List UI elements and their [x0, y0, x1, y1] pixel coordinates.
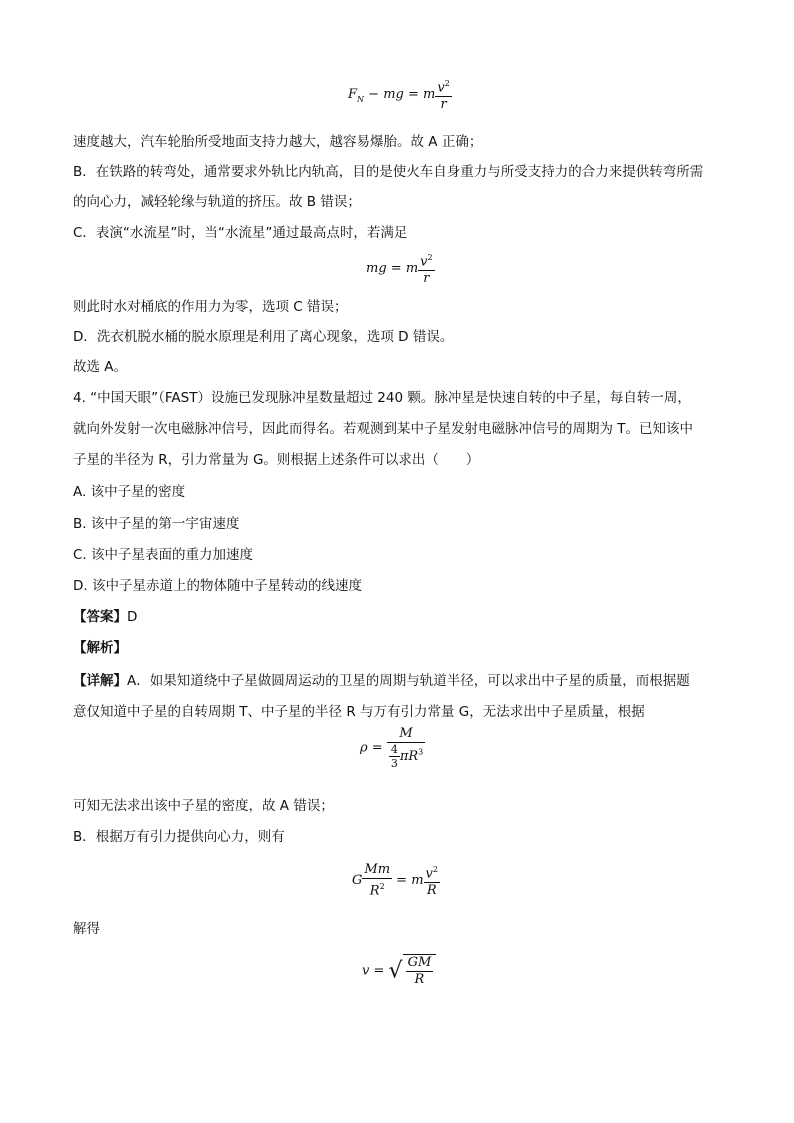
question-4-line: 4. “中国天眼”（FAST）设施已发现脉冲星数量超过 240 颗。脉冲星是快速自转的中子星，每自转一周，	[73, 390, 691, 406]
formula-var: mg	[366, 261, 387, 277]
paragraph: 故选 A。	[73, 359, 128, 375]
formula-fraction	[362, 862, 392, 899]
option-a: A. 该中子星的密度	[73, 484, 186, 500]
formula-var: R	[369, 883, 380, 899]
option-c: C. 该中子星表面的重力加速度	[73, 547, 254, 563]
formula-superscript: 2	[427, 253, 433, 262]
answer-line	[73, 608, 137, 626]
option-b: B. 该中子星的第一宇宙速度	[73, 516, 240, 532]
fraction-numerator: v	[420, 254, 428, 270]
paragraph: 速度越大，汽车轮胎所受地面支持力越大，越容易爆胎。故 A 正确；	[73, 134, 483, 150]
inner-denominator: 3	[390, 757, 398, 770]
formula-superscript: 3	[418, 747, 424, 757]
formula-fraction	[418, 250, 434, 287]
fraction-denominator	[387, 742, 425, 770]
formula-operator: = m	[386, 261, 419, 277]
formula-velocity	[362, 954, 436, 988]
inner-numerator: 4	[390, 743, 398, 756]
detail-line	[73, 672, 690, 690]
formula-superscript: 2	[379, 882, 385, 891]
formula-centripetal-force	[348, 76, 452, 113]
answer-value: D	[127, 609, 138, 625]
answer-tag: 【答案】	[73, 609, 127, 625]
formula-fraction	[387, 726, 425, 770]
fraction-numerator: GM	[407, 955, 432, 970]
paragraph: B．在铁路的转弯处，通常要求外轨比内轨高，目的是使火车自身重力与所受支持力的合力来提供转弯所需	[73, 164, 704, 180]
fraction-denominator: R	[424, 882, 440, 899]
detail-tag: 【详解】	[73, 673, 127, 689]
formula-water-star	[366, 250, 435, 287]
formula-fraction	[406, 955, 434, 988]
fraction-denominator: R	[406, 971, 434, 988]
formula-sqrt	[389, 954, 437, 988]
analysis-tag	[73, 639, 127, 657]
formula-var: ρ	[360, 740, 368, 756]
formula-var: F	[348, 87, 358, 103]
paragraph: D．洗衣机脱水桶的脱水原理是利用了离心现象，选项 D 错误。	[73, 329, 454, 345]
option-d: D. 该中子星赤道上的物体随中子星转动的线速度	[73, 578, 362, 594]
formula-superscript: 2	[432, 865, 438, 874]
detail-line: 意仅知道中子星的自转周期 T、中子星的半径 R 与万有引力常量 G，无法求出中子星质量，根据	[73, 704, 645, 720]
formula-density	[360, 726, 425, 770]
fraction-numerator: v	[425, 866, 433, 882]
formula-operator: = m	[392, 873, 424, 889]
formula-operator: = m	[403, 87, 436, 103]
formula-fraction	[424, 862, 440, 899]
paragraph: C．表演“水流星”时，当“水流星”通过最高点时，若满足	[73, 225, 408, 241]
detail-text: A．如果知道绕中子星做圆周运动的卫星的周期与轨道半径，可以求出中子星的质量，而根据题	[127, 673, 690, 689]
fraction-denominator: r	[418, 270, 434, 287]
fraction-denominator: r	[435, 96, 451, 113]
paragraph: 则此时水对桶底的作用力为零，选项 C 错误；	[73, 299, 348, 315]
formula-fraction	[435, 76, 451, 113]
formula-gravitation	[352, 862, 440, 899]
formula-operator: =	[367, 740, 387, 756]
fraction-numerator: M	[399, 726, 413, 741]
formula-operator: =	[369, 963, 389, 979]
question-4-line: 子星的半径为 R，引力常量为 G。则根据上述条件可以求出（ ）	[73, 452, 480, 468]
formula-var: G	[352, 873, 363, 889]
formula-superscript: 2	[444, 79, 450, 88]
detail-line: 可知无法求出该中子星的密度，故 A 错误；	[73, 798, 334, 814]
formula-operator: −	[364, 87, 384, 103]
formula-subscript: N	[357, 94, 365, 104]
question-4-line: 就向外发射一次电磁脉冲信号，因此而得名。若观测到某中子星发射电磁脉冲信号的周期为 T。已知该中	[73, 421, 694, 437]
formula-inner-fraction	[389, 743, 400, 770]
paragraph: 的向心力，减轻轮缘与轨道的挤压。故 B 错误；	[73, 194, 361, 210]
formula-var: πR	[399, 749, 419, 764]
fraction-numerator: v	[437, 80, 445, 96]
sqrt-sign-icon: √	[388, 958, 403, 984]
fraction-numerator: Mm	[364, 862, 391, 877]
fraction-denominator	[362, 878, 392, 899]
formula-var: v	[362, 963, 370, 979]
detail-line: 解得	[73, 921, 100, 937]
analysis-tag-text: 【解析】	[73, 640, 127, 656]
formula-var: mg	[383, 87, 404, 103]
detail-line: B．根据万有引力提供向心力，则有	[73, 829, 285, 845]
